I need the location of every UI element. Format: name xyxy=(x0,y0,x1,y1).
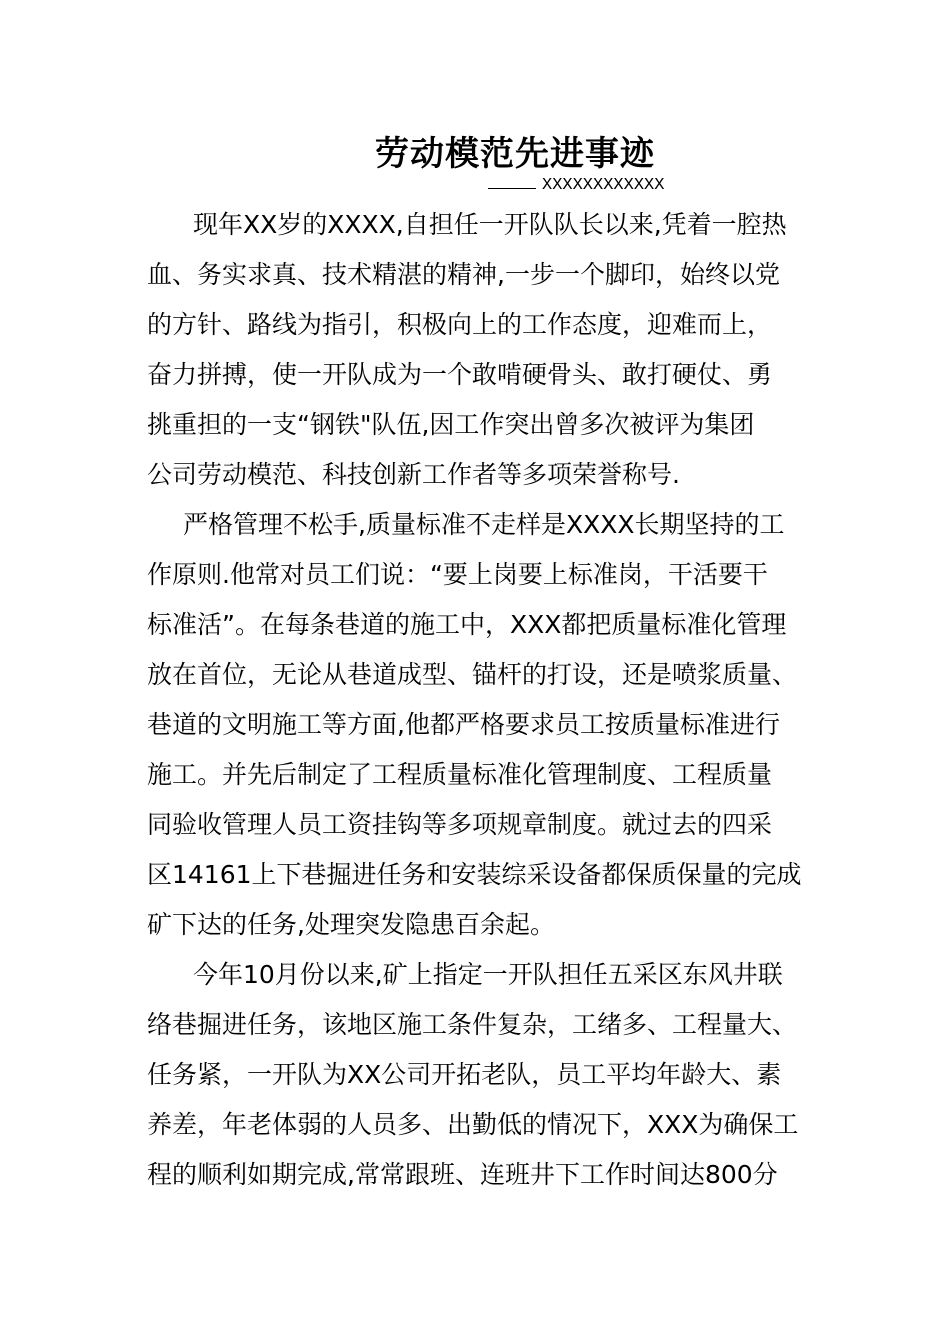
body-line: 现年XX岁的XXXX,自担任一开队队长以来,凭着一腔热 xyxy=(193,210,787,239)
body-line: 任务紧，一开队为XX公司开拓老队，员工平均年龄大、素 xyxy=(147,1060,782,1089)
body-line: 同验收管理人员工资挂钩等多项规章制度。就过去的四采 xyxy=(147,810,773,839)
body-line: 标准活”。在每条巷道的施工中，XXX都把质量标准化管理 xyxy=(147,610,787,639)
body-line: 奋力拼搏，使一开队成为一个敢啃硬骨头、敢打硬仗、勇 xyxy=(147,360,773,389)
body-line: 的方针、路线为指引，积极向上的工作态度，迎难而上， xyxy=(147,310,773,339)
author-byline xyxy=(488,174,664,195)
body-line: 血、务实求真、技术精湛的精神,一步一个脚印，始终以党 xyxy=(147,260,780,289)
body-line: 程的顺利如期完成,常常跟班、连班井下工作时间达800分 xyxy=(147,1160,778,1189)
body-line: 区14161上下巷掘进任务和安装综采设备都保质保量的完成 xyxy=(147,860,802,889)
body-line: 矿下达的任务,处理突发隐患百余起。 xyxy=(147,910,555,939)
page-title: 劳动模范先进事迹 xyxy=(375,134,655,174)
body-line: 放在首位，无论从巷道成型、锚杆的打设，还是喷浆质量、 xyxy=(147,660,798,689)
body-line: 络巷掘进任务，该地区施工条件复杂，工绪多、工程量大、 xyxy=(147,1010,798,1039)
body-line: 公司劳动模范、科技创新工作者等多项荣誉称号. xyxy=(147,460,680,489)
body-line: 作原则.他常对员工们说：“要上岗要上标准岗，干活要干 xyxy=(147,560,768,589)
body-line: 施工。并先后制定了工程质量标准化管理制度、工程质量 xyxy=(147,760,773,789)
author-name: XXXXXXXXXXXX xyxy=(542,176,665,195)
body-line: 巷道的文明施工等方面,他都严格要求员工按质量标准进行 xyxy=(147,710,780,739)
body-line: 今年10月份以来,矿上指定一开队担任五采区东风井联 xyxy=(193,960,783,989)
body-line: 养差，年老体弱的人员多、出勤低的情况下，XXX为确保工 xyxy=(147,1110,799,1139)
body-line: 严格管理不松手,质量标准不走样是XXXX长期坚持的工 xyxy=(183,510,785,539)
byline-underline xyxy=(488,174,536,189)
body-line: 挑重担的一支“钢铁"队伍,因工作突出曾多次被评为集团 xyxy=(147,410,755,439)
